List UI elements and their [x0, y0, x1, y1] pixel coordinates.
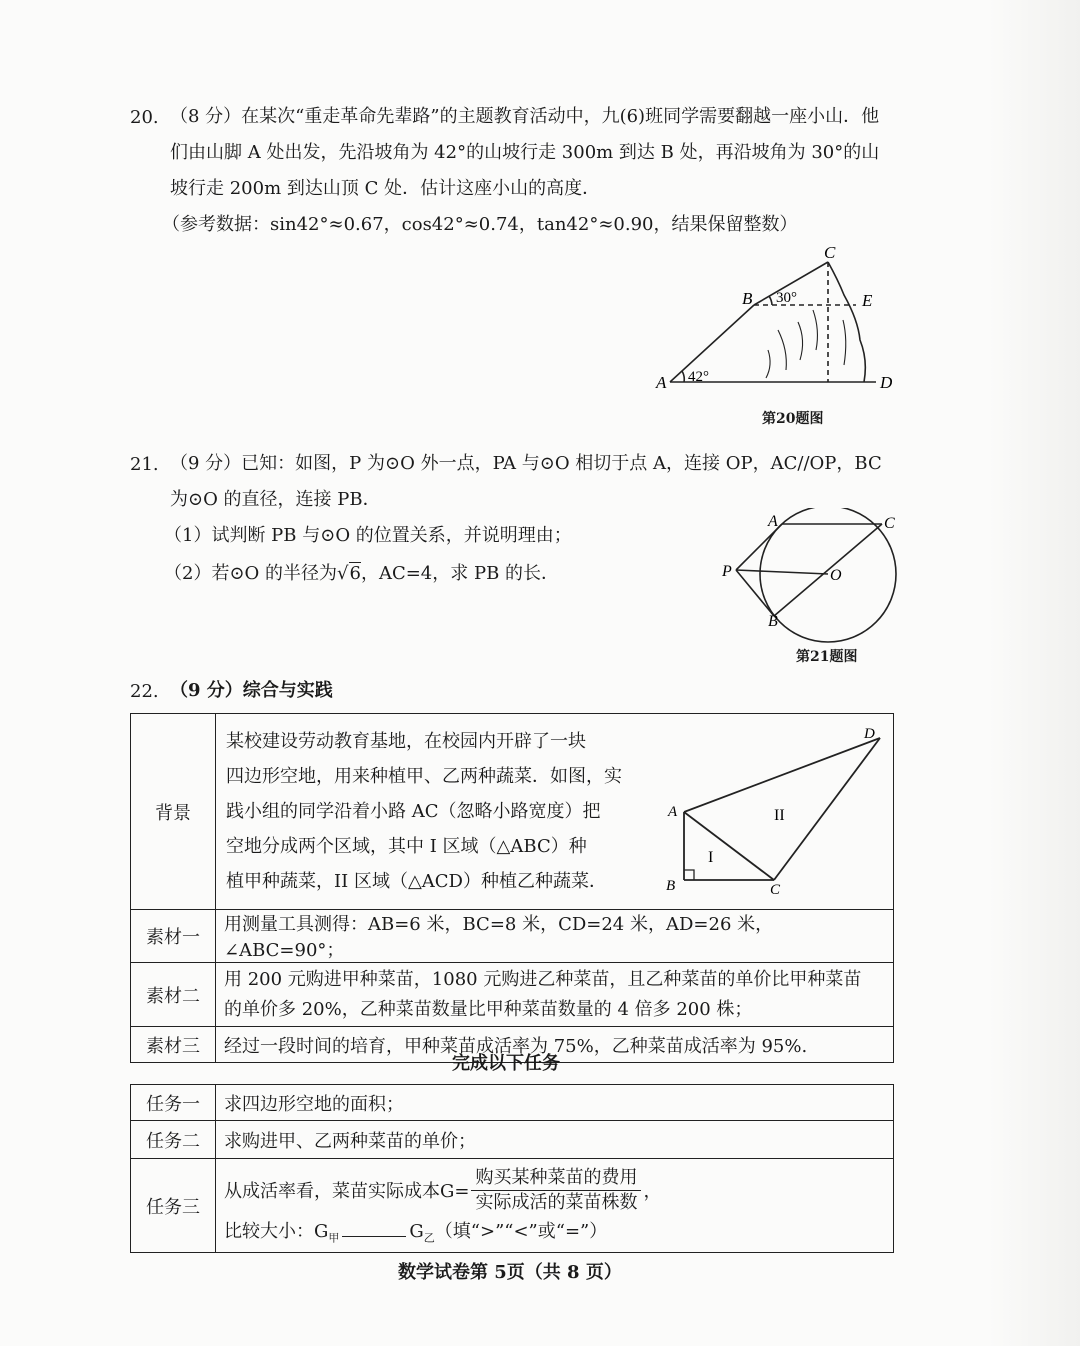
background-line: 四边形空地，用来种植甲、乙两种蔬菜．如图，实: [226, 766, 622, 787]
label-c: C: [770, 882, 781, 898]
label-a: A: [668, 804, 678, 820]
task-label: 任务二: [131, 1121, 216, 1159]
task-label: 任务一: [131, 1085, 216, 1121]
label-b: B: [768, 613, 778, 630]
task-row: [131, 1121, 894, 1159]
q20-line1: （8 分）在某次“重走革命先辈路”的主题教育活动中，九(6)班同学需要翻越一座小山．他: [170, 106, 880, 127]
task-row: [131, 1085, 894, 1121]
label-e: E: [862, 291, 873, 310]
q20-number: 20.: [130, 107, 159, 128]
q22-quadrilateral-figure: [654, 724, 894, 904]
page-footer: 数学试卷第 5页（共 8 页）: [398, 1262, 622, 1283]
task3-compare-line: 比较大小：$G_甲$ $G_乙$（填“>”“<”或“=”）: [224, 1217, 885, 1246]
task-row: [131, 1159, 894, 1253]
material-row: [131, 910, 894, 963]
task3-formula-line: 从成活率看，菜苗实际成本G= $\frac{\text{购买某种菜苗的费用}}{\text{实际成活的菜苗株数}}$ ，: [224, 1166, 662, 1213]
label-b: B: [742, 289, 753, 308]
tasks-title: 完成以下任务: [452, 1053, 560, 1074]
q22-number: 22.: [130, 681, 159, 702]
path-ac: [684, 812, 774, 880]
q21-number: 21.: [130, 454, 159, 475]
mountain-outline: [828, 262, 865, 382]
task-text: 求四边形空地的面积；: [216, 1085, 894, 1121]
side-cd: [774, 738, 880, 880]
q21-part2: （2）若⊙O 的半径为√6，AC=4，求 PB 的长．: [164, 563, 560, 584]
segment-op: [736, 570, 828, 574]
background-line: 某校建设劳动教育基地，在校园内开辟了一块: [226, 731, 586, 752]
q22-header: （9 分）综合与实践: [170, 680, 333, 701]
material-text: 经过一段时间的培育，甲种菜苗成活率为 75%，乙种菜苗成活率为 95%.: [216, 1027, 894, 1063]
label-o: O: [830, 567, 842, 584]
background-line: 植甲种蔬菜，II 区域（△ACD）种植乙种蔬菜．: [226, 871, 607, 892]
region-1-label: I: [708, 849, 714, 866]
q21-circle-figure: [716, 508, 916, 648]
angle-arc-a: [682, 371, 684, 382]
angle-label-42: 42°: [688, 369, 709, 385]
cost-fraction: [471, 1166, 641, 1215]
q20-mountain-figure: [648, 240, 908, 400]
right-angle-mark: [684, 870, 694, 880]
tangent-pa: [736, 524, 782, 570]
slope-ab: [670, 305, 754, 382]
q21-figure-caption: 第21题图: [796, 649, 858, 665]
label-d: D: [880, 373, 893, 392]
page-edge-shadow: [988, 0, 1080, 1346]
fraction-denominator: 实际成活的菜苗株数: [475, 1191, 638, 1213]
background-line: 践小组的同学沿着小路 AC（忽略小路宽度）把: [226, 801, 601, 822]
q20-line2: 们由山脚 A 处出发，先沿坡角为 42°的山坡行走 300m 到达 B 处，再沿坡角为 30°的山: [170, 142, 880, 163]
answer-blank[interactable]: [342, 1218, 406, 1237]
q20-figure-caption: 第20题图: [762, 411, 824, 427]
task-label: 任务三: [131, 1159, 216, 1253]
angle-label-30: 30°: [776, 290, 797, 306]
side-ad: [684, 738, 880, 812]
angle-arc-b: [769, 296, 772, 305]
region-2-label: II: [774, 807, 785, 824]
material-label: 素材三: [131, 1027, 216, 1063]
sqrt-symbol: √: [337, 563, 349, 584]
q21-line2: 为⊙O 的直径，连接 PB．: [170, 489, 381, 510]
segment-pb: [736, 570, 774, 616]
q22-tasks-table: [130, 1084, 894, 1253]
label-d: D: [864, 726, 875, 742]
label-c: C: [884, 515, 895, 532]
material-row: [131, 963, 894, 1027]
sqrt-radicand: 6: [349, 563, 361, 584]
background-row: [131, 714, 894, 910]
task3-cell: [216, 1159, 894, 1253]
label-c: C: [824, 243, 836, 262]
label-a: A: [656, 373, 667, 392]
q22-materials-table: [130, 713, 894, 1063]
material-label: 素材一: [131, 910, 216, 963]
background-cell: [216, 714, 894, 910]
circle-o: [760, 508, 896, 642]
diameter-bc: [774, 524, 882, 616]
background-label: 背景: [131, 714, 216, 910]
q20-line3: 坡行走 200m 到达山顶 C 处．估计这座小山的高度．: [170, 178, 601, 199]
label-b: B: [666, 878, 676, 894]
label-p: P: [722, 563, 732, 580]
fraction-numerator: 购买某种菜苗的费用: [471, 1166, 641, 1191]
label-a: A: [768, 513, 778, 530]
background-line: 空地分成两个区域，其中 I 区域（△ABC）种: [226, 836, 587, 857]
material-text: 用测量工具测得：AB=6 米，BC=8 米，CD=24 米，AD=26 米，∠ABC=90°；: [216, 910, 894, 963]
q21-part1: （1）试判断 PB 与⊙O 的位置关系，并说明理由；: [164, 525, 572, 546]
task-text: 求购进甲、乙两种菜苗的单价；: [216, 1121, 894, 1159]
material-text: 用 200 元购进甲种菜苗，1080 元购进乙种菜苗，且乙种菜苗的单价比甲种菜苗 的单价多 20%，乙种菜苗数量比甲种菜苗数量的 4 倍多 200 株；: [216, 963, 894, 1027]
material-label: 素材二: [131, 963, 216, 1027]
q21-line1: （9 分）已知：如图，P 为⊙O 外一点，PA 与⊙O 相切于点 A，连接 OP，AC//OP，BC: [170, 453, 882, 474]
q20-reference-data: （参考数据：sin42°≈0.67，cos42°≈0.74，tan42°≈0.90，结果保留整数）: [162, 214, 798, 235]
